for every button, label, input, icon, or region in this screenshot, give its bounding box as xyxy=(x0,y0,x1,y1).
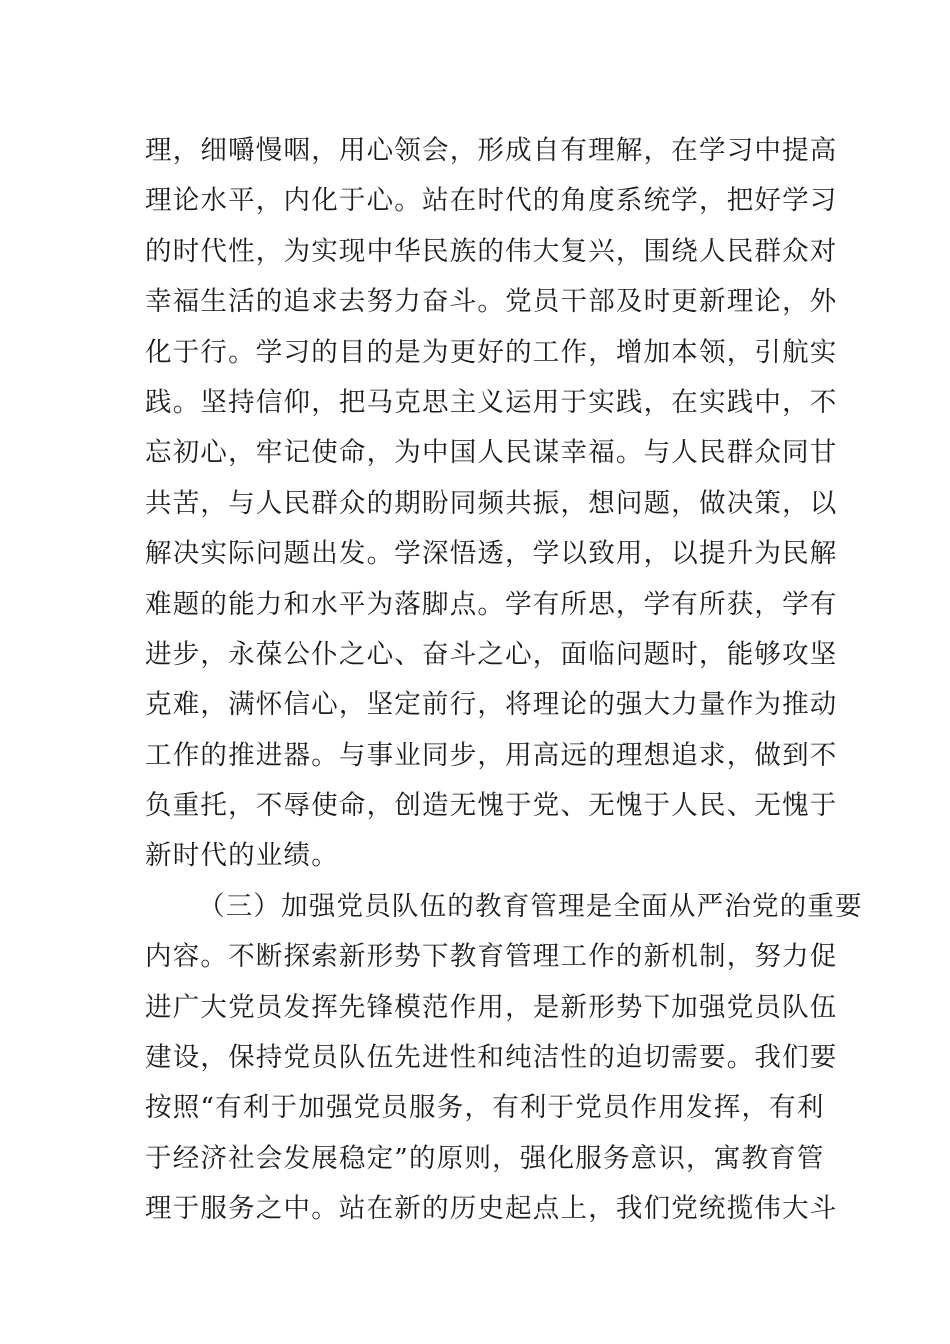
text-line: 按照“有利于加强党员服务，有利于党员作用发挥，有利 xyxy=(145,1092,825,1124)
text-line: 新时代的业绩。 xyxy=(145,840,339,872)
text-line: 进步，永葆公仆之心、奋斗之心，面临问题时，能够攻坚 xyxy=(145,638,838,670)
text-line: 内容。不断探索新形势下教育管理工作的新机制，努力促 xyxy=(145,941,838,973)
text-line: 难题的能力和水平为落脚点。学有所思，学有所获，学有 xyxy=(145,588,838,620)
text-line: 践。坚持信仰，把马克思主义运用于实践，在实践中，不 xyxy=(145,386,838,418)
text-line: 克难，满怀信心，坚定前行，将理论的强大力量作为推动 xyxy=(145,689,838,721)
text-line: 解决实际问题出发。学深悟透，学以致用，以提升为民解 xyxy=(145,538,838,570)
text-line: 忘初心，牢记使命，为中国人民谋幸福。与人民群众同甘 xyxy=(145,437,838,469)
paragraph-heading-line: （三）加强党员队伍的教育管理是全面从严治党的重要 xyxy=(198,890,863,922)
paragraph-three xyxy=(145,882,863,1235)
text-line: 负重托，不辱使命，创造无愧于党、无愧于人民、无愧于 xyxy=(145,790,838,822)
text-line: 化于行。学习的目的是为更好的工作，增加本领，引航实 xyxy=(145,336,838,368)
text-line: 工作的推进器。与事业同步，用高远的理想追求，做到不 xyxy=(145,739,838,771)
text-line: 理，细嚼慢咽，用心领会，形成自有理解，在学习中提高 xyxy=(145,135,838,166)
text-line: 理论水平，内化于心。站在时代的角度系统学，把好学习 xyxy=(145,185,838,217)
paragraph-continued xyxy=(145,126,838,882)
text-line: 于经济社会发展稳定”的原则，强化服务意识，寓教育管 xyxy=(145,1142,825,1174)
text-line: 共苦，与人民群众的期盼同频共振，想问题，做决策，以 xyxy=(145,487,838,519)
text-line: 建设，保持党员队伍先进性和纯洁性的迫切需要。我们要 xyxy=(145,1042,838,1074)
document-body xyxy=(145,126,863,1235)
text-line: 幸福生活的追求去努力奋斗。党员干部及时更新理论，外 xyxy=(145,286,838,318)
text-line: 理于服务之中。站在新的历史起点上，我们党统揽伟大斗 xyxy=(145,1193,838,1225)
text-line: 进广大党员发挥先锋模范作用，是新形势下加强党员队伍 xyxy=(145,991,838,1023)
text-line: 的时代性，为实现中华民族的伟大复兴，围绕人民群众对 xyxy=(145,235,838,267)
